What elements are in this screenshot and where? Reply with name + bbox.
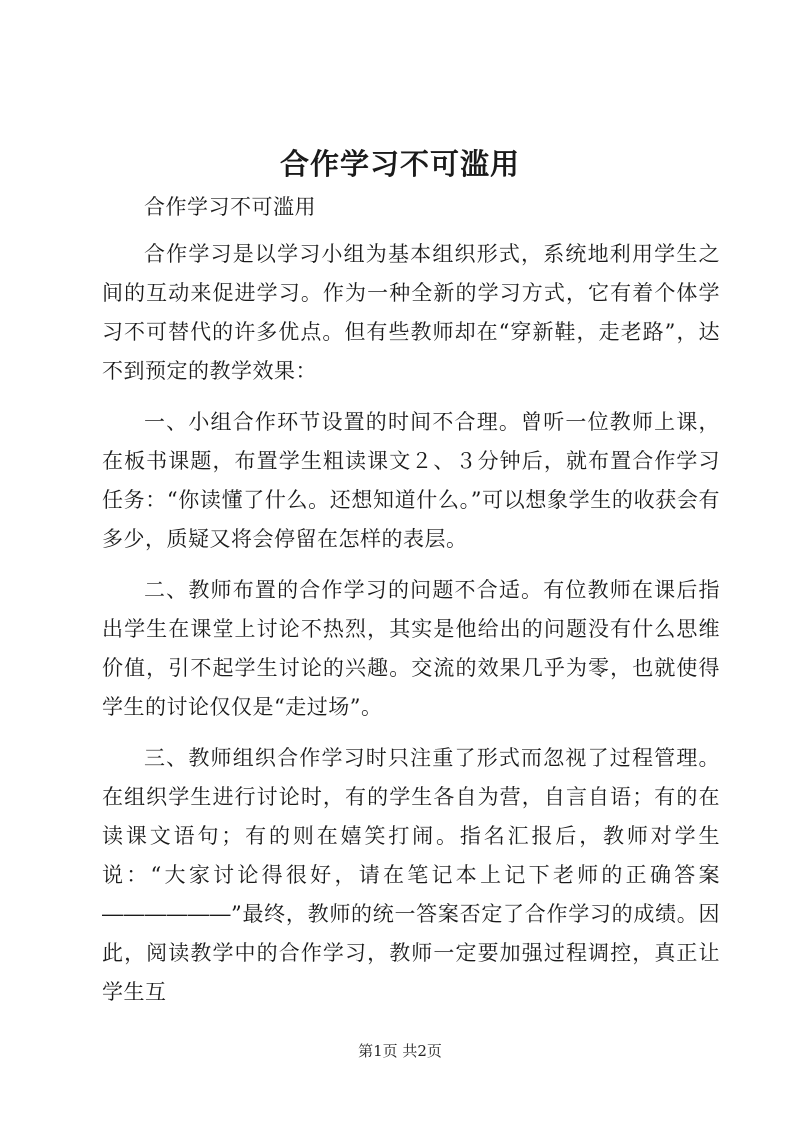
paragraph-intro: 合作学习是以学习小组为基本组织形式，系统地利用学生之间的互动来促进学习。作为一种全新的学习方式，它有着个体学习不可替代的许多优点。但有些教师却在“穿新鞋，走老路”，达不到预定的教学效果： (102, 242, 720, 383)
document-body (102, 188, 720, 1024)
paragraph-point-one: 一、小组合作环节设置的时间不合理。曾听一位教师上课，在板书课题，布置学生粗读课文２、３分钟后，就布置合作学习任务：“你读懂了什么。还想知道什么。”可以想象学生的收获会有多少，质疑又将会停留在怎样的表层。 (102, 410, 720, 551)
document-title: 合作学习不可滥用 (279, 147, 520, 181)
paragraph-subtitle: 合作学习不可滥用 (144, 195, 316, 219)
paragraph-point-three: 三、教师组织合作学习时只注重了形式而忽视了过程管理。在组织学生进行讨论时，有的学生各自为营，自言自语；有的在读课文语句；有的则在嬉笑打闹。指名汇报后，教师对学生说：“大家讨论得很好，请在笔记本上记下老师的正确答案――――――”最终，教师的统一答案否定了合作学习的成绩。因此，阅读教学中的合作学习，教师一定要加强过程调控，真正让学生互 (102, 746, 720, 1004)
paragraph-point-two: 二、教师布置的合作学习的问题不合适。有位教师在课后指出学生在课堂上讨论不热烈，其实是他给出的问题没有什么思维价值，引不起学生讨论的兴趣。交流的效果几乎为零，也就使得学生的讨论仅仅是“走过场”。 (102, 578, 720, 719)
page-number-footer: 第1页 共2页 (358, 1042, 442, 1060)
